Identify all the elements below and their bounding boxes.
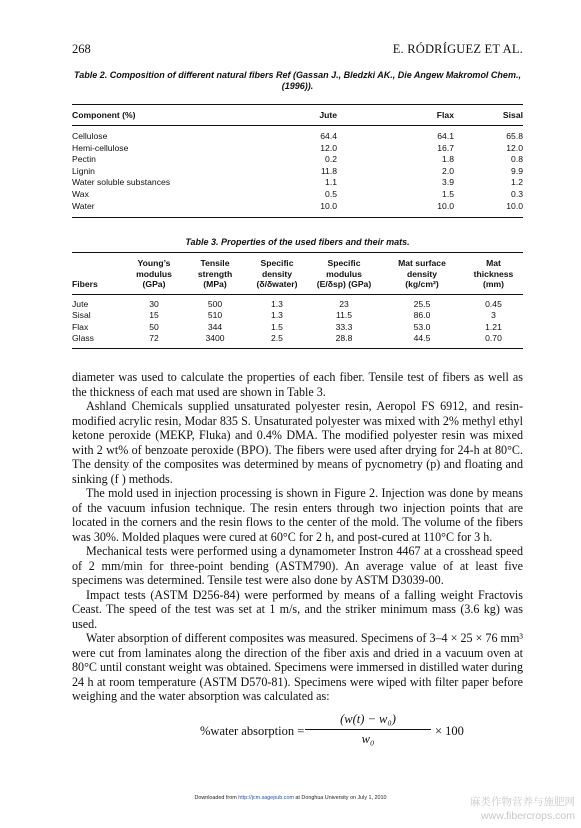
table-row [72,154,523,166]
table-cell: 0.2 [325,154,337,165]
table-cell: Sisal [72,310,91,321]
table-row [72,126,523,143]
paragraph: Mechanical tests were performed using a dynamometer Instron 4467 at a crosshead speed of 2 mm/min for three-point bending (ASTM790). An average value of at least five specimens was determined. Tensile test were also done by ASTM D3039-00. [72,544,523,587]
table-row [72,294,523,310]
header-line: density [406,268,438,279]
table-cell: 72 [124,333,184,348]
table-cell: 1.3 [271,298,283,309]
header-line: (MPa) [203,279,227,290]
paragraph: The mold used in injection processing is shown in Figure 2. Injection was done by means of the vacuum infusion technique. The resin enters through two injection points that are located in the corners and the resin flows to the center of the mold. The volume of the fibers was 30%. Molded plaques were cured at 60°C for 2 h, and post-cured at 110°C for 3 h. [72,486,523,544]
table-cell: 86.0 [413,310,431,321]
header-line: (mm) [482,279,504,290]
header-line: Mat [486,258,501,268]
page-header [72,42,523,58]
table-row [72,333,523,348]
table-row [72,189,523,201]
header-line: Fibers [72,279,98,290]
table-cell: 25.5 [413,298,431,309]
table-cell: 10.0 [222,201,337,218]
table-cell: 500 [207,298,223,309]
table-cell: 344 [207,321,223,332]
table-cell: 1.1 [325,177,337,188]
table-cell: Wax [72,188,89,199]
table-cell: 1.8 [442,154,454,165]
table3-col-header [246,253,308,295]
table2-caption: Table 2. Composition of different natural fibers Ref (Gassan J., Bledzki AK., Die Angew Makromol Chem., (1996)). [74,70,521,91]
table3-col-header [184,253,246,295]
page-number: 268 [72,42,91,56]
table2-col-header: Component (%) [72,105,222,126]
table-cell: 0.5 [325,188,337,199]
header-line: (GPa) [142,279,166,290]
table-cell: Water soluble substances [72,177,171,188]
footer-link[interactable]: http://jcm.sagepub.com [238,795,294,801]
table-cell: 28.8 [308,333,380,348]
table-cell: 12.0 [506,142,523,153]
header-line: Specific [327,258,361,268]
header-line: thickness [473,268,514,279]
header-line: Mat surface [398,258,446,268]
table3-col-header [308,253,380,295]
watermark-line: 麻类作物营养与施肥网 [470,796,575,808]
paragraph: Ashland Chemicals supplied unsaturated polyester resin, Aeropol FS 6912, and resin-modified acrylic resin, Modar 835 S. Unsaturated polyester was mixed with 2% methyl ethyl ketone peroxide (MEKP, Fluka) and 0.4% DMA. The modified polyester resin was mixed with 2 wt% of benzoate peroxide (BPO). The fibers were used after drying for 24-h at 80°C. The density of the composites was determined by means of pycnometry (p) and floating and sinking (f ) methods. [72,399,523,486]
table-cell: 1.2 [511,177,523,188]
header-line: Young’s [137,258,171,268]
table-cell: 16.7 [437,142,454,153]
table-cell: 11.5 [335,310,353,321]
table-cell: 64.1 [437,131,454,141]
header-line: strength [197,268,233,279]
table-cell: 1.5 [271,321,283,332]
table3-header-row [72,253,523,295]
paragraph: Impact tests (ASTM D256-84) were performed by means of a falling weight Fractovis Ceast. The speed of the test was set at 1 m/s, and the striker minimum mass (3.6 kg) was used. [72,587,523,631]
paragraph: Water absorption of different composites was measured. Specimens of 3–4 × 25 × 76 mm³ were cut from laminates along the direction of the fiber axis and dried in a vacuum oven at 80°C until constant weight was obtained. Specimens were immersed in distilled water during 24 h at room temperature (ASTM D570-81). Specimens were wiped with filter paper before weighing and the water absorption was calculated as: [72,631,523,703]
paragraph: diameter was used to calculate the properties of each fiber. Tensile test of fibers as well as the thickness of each mat used are shown in Table 3. [72,370,523,399]
table3-caption: Table 3. Properties of the used fibers and their mats. [185,237,410,247]
table-cell: 53.0 [413,321,431,332]
equation-numerator: (w(t) − w₀) [305,712,431,730]
table-cell: 3.9 [442,177,454,188]
header-line: (δ/δwater) [256,279,298,290]
table-row [72,310,523,322]
header-line: Specific [260,258,294,268]
header-line: density [261,268,293,279]
table-cell: Hemi-cellulose [72,142,129,153]
table-cell: 0.3 [511,188,523,199]
equation-fraction [305,712,431,747]
table-cell: 30 [149,298,159,309]
table-cell: 0.45 [485,298,502,309]
table-cell: 1.21 [485,321,502,332]
table2-col-header: Jute [222,105,337,126]
footer-prefix: Downloaded from [194,795,239,801]
table-cell: 50 [149,321,159,332]
table3-col-header [72,253,124,295]
table-cell: 10.0 [454,201,523,218]
table-cell: 10.0 [337,201,454,218]
table-cell: 15 [149,310,159,321]
table-cell: Pectin [72,154,96,165]
equation-rhs: × 100 [435,724,464,738]
table3-fiber-properties [72,252,523,349]
header-line: Tensile [200,258,230,268]
table-cell: 12.0 [320,142,337,153]
table-row [72,166,523,178]
equation-lhs: %water absorption = [200,724,305,738]
table-row [72,177,523,189]
table2-composition [72,104,523,218]
table-cell: 65.8 [506,131,523,141]
table-row [72,143,523,155]
body-text [72,370,523,704]
header-line: modulus [136,268,172,279]
table-cell: 11.8 [320,165,337,176]
table-cell: 64.4 [320,131,337,141]
table-cell: 510 [207,310,223,321]
table-cell: 2.0 [442,165,454,176]
table-row [72,201,523,218]
header-line: (E/δsp) (GPa) [316,279,372,290]
table2-header-row [72,105,523,126]
table-cell: Cellulose [72,131,108,141]
table2-col-header: Flax [337,105,454,126]
equation-denominator: w₀ [361,732,375,746]
footer-suffix: at Donghua University on July 1, 2010 [293,795,387,801]
table-row [72,322,523,334]
table2-col-header: Sisal [454,105,523,126]
table3-col-header [380,253,464,295]
table-cell: 3 [491,310,496,321]
watermark-line: www.fibercrops.com [481,810,575,822]
table-cell: 1.3 [271,310,283,321]
table3-col-header [464,253,523,295]
table-cell: 3400 [184,333,246,348]
table-cell: Water [72,201,222,218]
water-absorption-equation [72,712,523,752]
table-cell: 2.5 [246,333,308,348]
table-cell: 0.70 [464,333,523,348]
table-cell: Jute [72,298,89,309]
table-cell: 1.5 [442,188,454,199]
table3-col-header [124,253,184,295]
table-cell: 44.5 [380,333,464,348]
table-cell: 33.3 [335,321,353,332]
table-cell: Lignin [72,165,95,176]
table-cell: 9.9 [511,165,523,176]
watermark [470,795,575,823]
table-cell: 23 [339,298,349,309]
header-line: modulus [326,268,362,279]
table-cell: Glass [72,333,124,348]
table-cell: Flax [72,321,89,332]
header-line: (kg/cm²) [405,279,439,290]
table-cell: 0.8 [511,154,523,165]
running-head: E. RÓDRÍGUEZ ET AL. [392,42,523,56]
